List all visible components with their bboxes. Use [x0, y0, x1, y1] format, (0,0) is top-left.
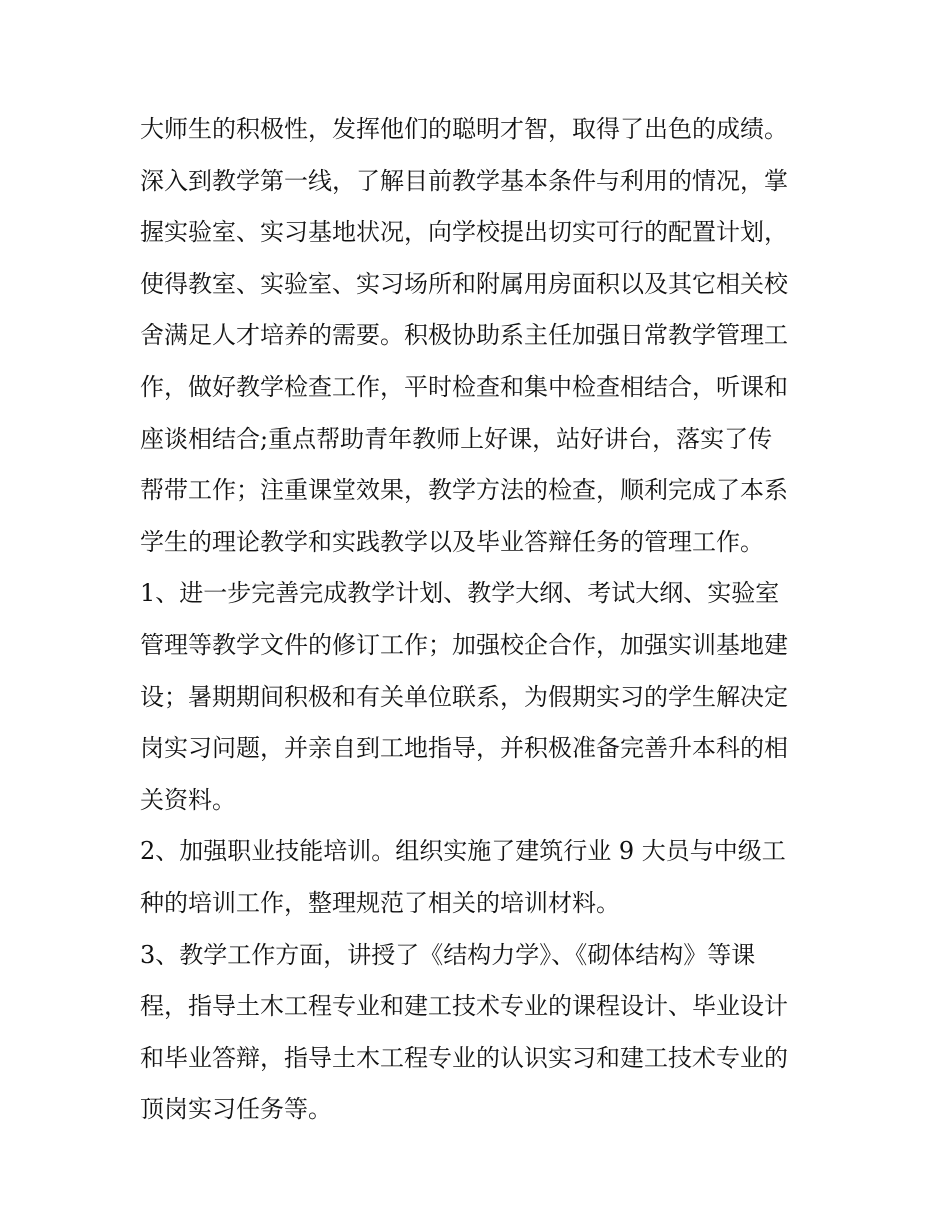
text-line-2: 深入到教学第一线，了解目前教学基本条件与利用的情况，掌 — [140, 166, 788, 195]
text-line-9: 学生的理论教学和实践教学以及毕业答辩任务的管理工作。 — [140, 527, 764, 556]
text-line-11: 管理等教学文件的修订工作；加强校企合作，加强实训基地建 — [140, 630, 788, 659]
text-line-20: 顶岗实习任务等。 — [140, 1095, 332, 1124]
text-line-14: 关资料。 — [140, 785, 236, 814]
text-line-8: 帮带工作；注重课堂效果，教学方法的检查，顺利完成了本系 — [140, 476, 788, 505]
document-body — [140, 104, 820, 1136]
text-line-3: 握实验室、实习基地状况，向学校提出切实可行的配置计划， — [140, 218, 788, 247]
text-line-13: 岗实习问题，并亲自到工地指导，并积极准备完善升本科的相 — [140, 734, 788, 763]
text-line-1: 大师生的积极性，发挥他们的聪明才智，取得了出色的成绩。 — [140, 115, 788, 143]
text-line-17: 3、教学工作方面，讲授了《结构力学》、《砌体结构》等课 — [140, 940, 756, 969]
text-line-12: 设；暑期期间积极和有关单位联系，为假期实习的学生解决定 — [140, 682, 788, 711]
text-line-6: 作，做好教学检查工作，平时检查和集中检查相结合，听课和 — [140, 372, 788, 401]
text-line-19: 和毕业答辩，指导土木工程专业的认识实习和建工技术专业的 — [140, 1043, 788, 1072]
text-line-16: 种的培训工作，整理规范了相关的培训材料。 — [140, 888, 620, 917]
text-line-5: 舍满足人才培养的需要。积极协助系主任加强日常教学管理工 — [140, 321, 788, 350]
text-line-18: 程，指导土木工程专业和建工技术专业的课程设计、毕业设计 — [140, 992, 788, 1021]
text-line-7: 座谈相结合;重点帮助青年教师上好课，站好讲台，落实了传 — [140, 424, 773, 453]
text-line-10: 1、进一步完善完成教学计划、教学大纲、考试大纲、实验室 — [140, 579, 780, 608]
text-line-4: 使得教室、实验室、实习场所和附属用房面积以及其它相关校 — [140, 269, 788, 298]
text-line-15: 2、加强职业技能培训。组织实施了建筑行业 9 大员与中级工 — [140, 837, 786, 866]
